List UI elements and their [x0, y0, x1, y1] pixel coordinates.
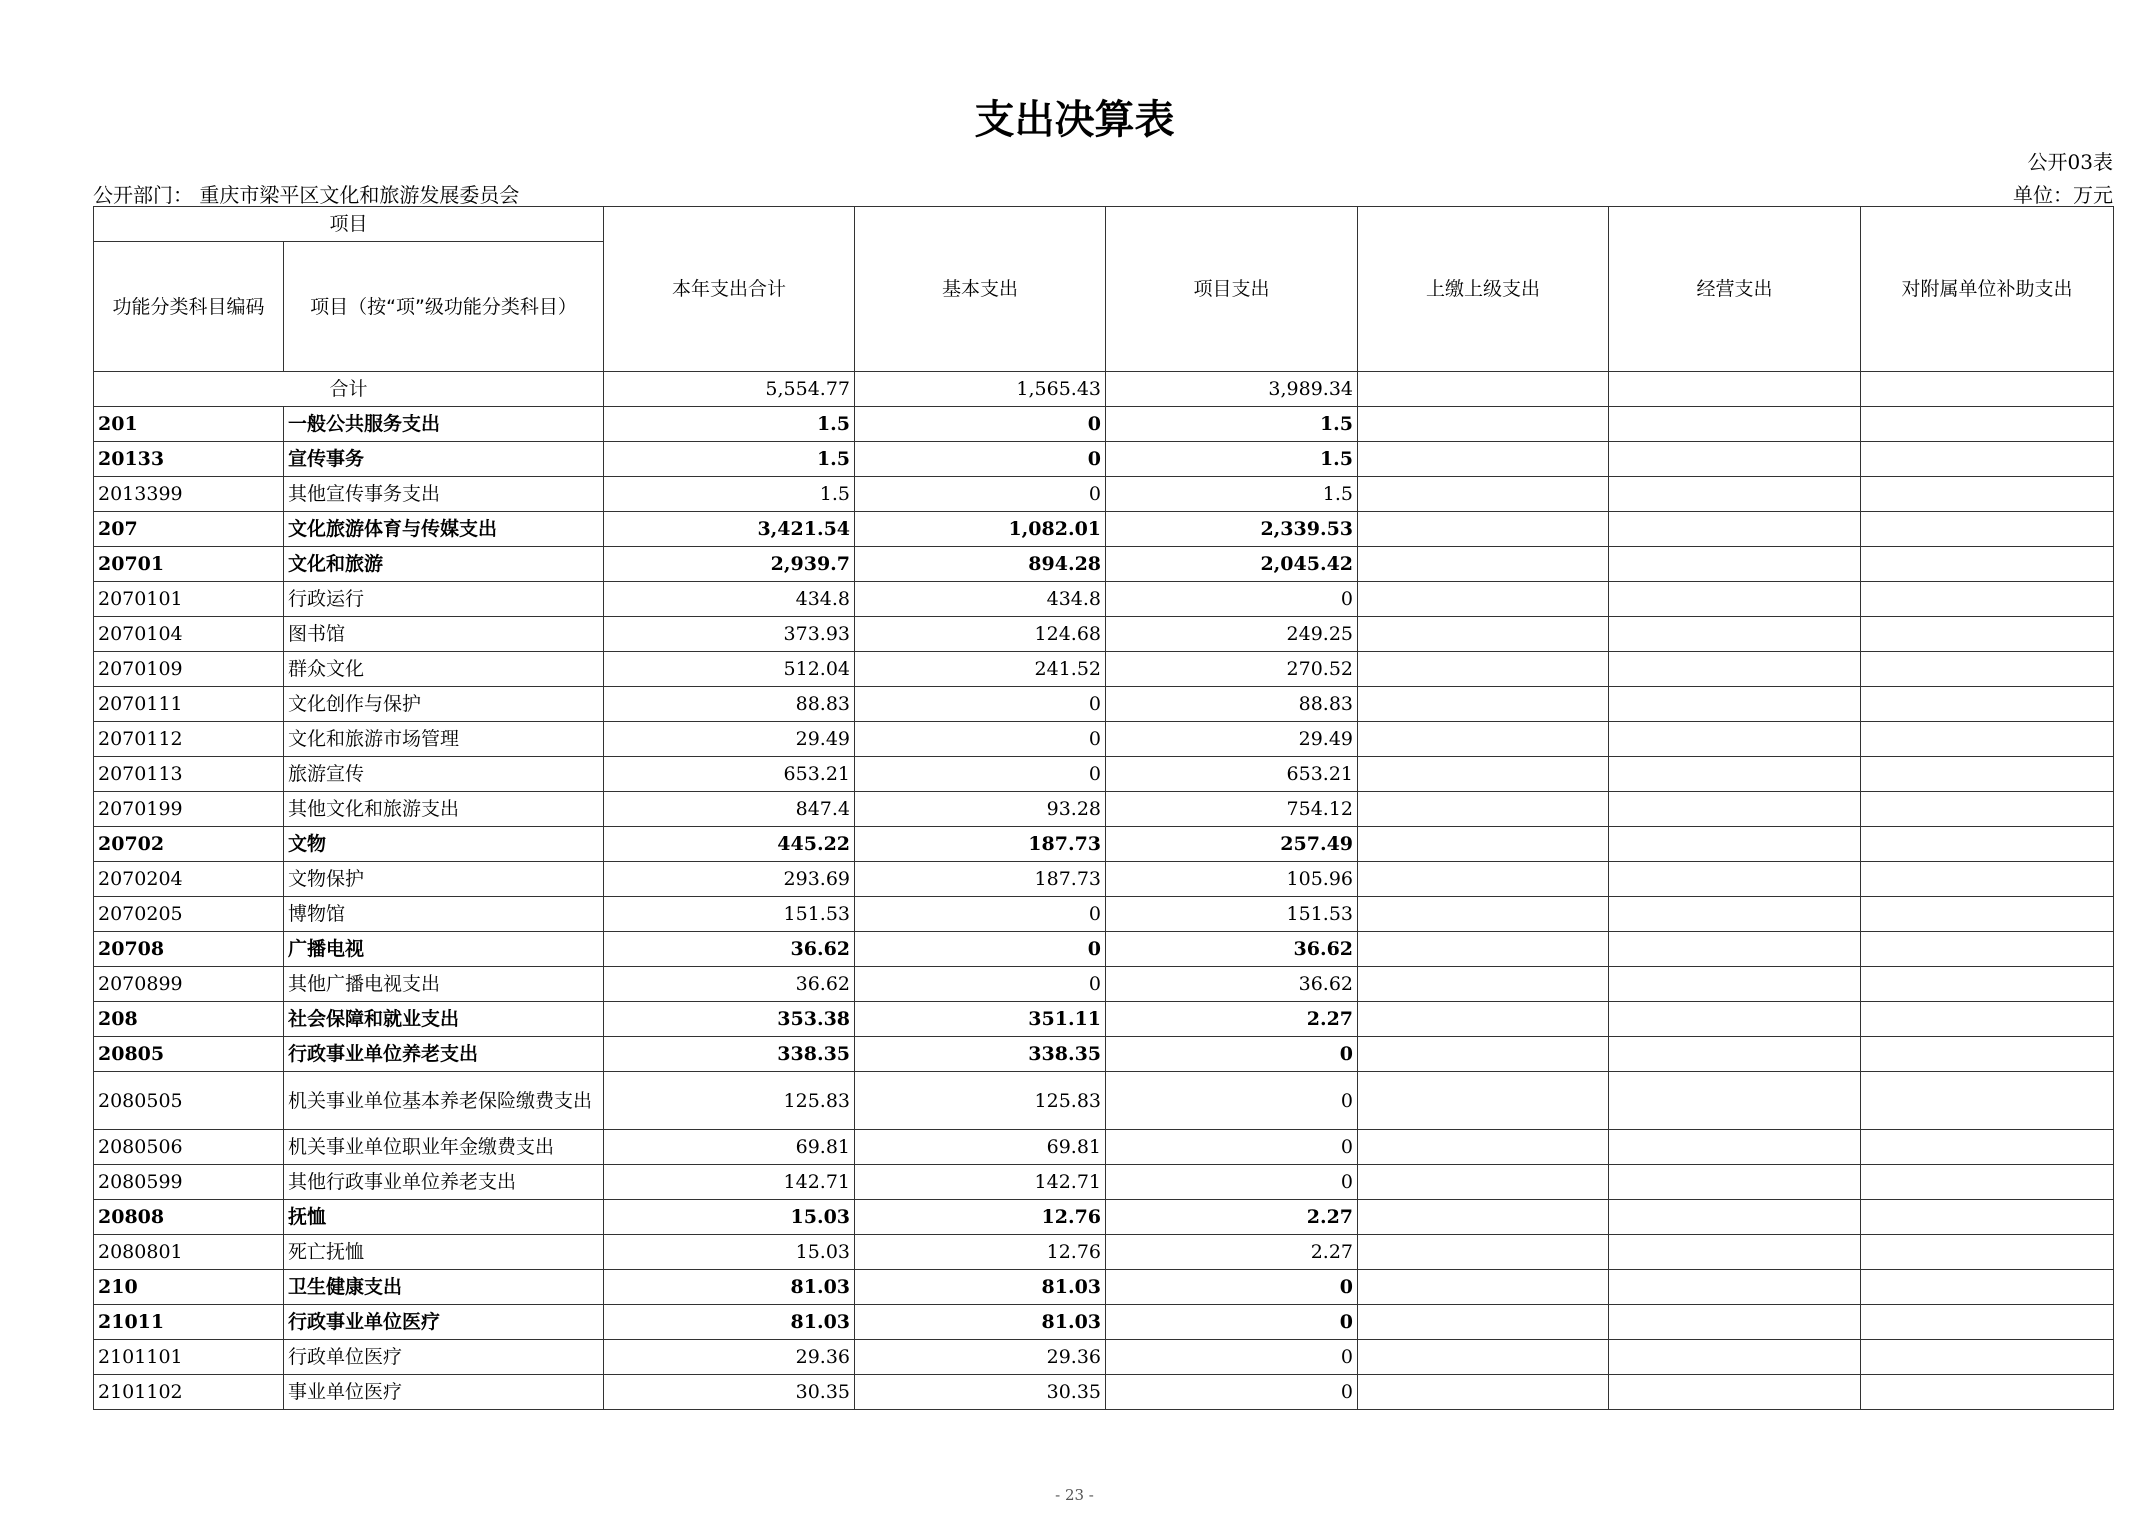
table-row	[94, 617, 2114, 652]
row-upper	[1358, 862, 1609, 897]
row-name: 机关事业单位基本养老保险缴费支出	[284, 1072, 604, 1130]
row-code: 2070111	[94, 687, 284, 722]
row-total: 1.5	[604, 442, 855, 477]
row-subsidiary	[1861, 582, 2114, 617]
row-basic: 93.28	[855, 792, 1106, 827]
row-name: 死亡抚恤	[284, 1235, 604, 1270]
table-row	[94, 652, 2114, 687]
row-code: 2070199	[94, 792, 284, 827]
row-total: 653.21	[604, 757, 855, 792]
row-basic: 12.76	[855, 1235, 1106, 1270]
row-name: 卫生健康支出	[284, 1270, 604, 1305]
row-name: 抚恤	[284, 1200, 604, 1235]
row-basic: 0	[855, 687, 1106, 722]
row-code: 210	[94, 1270, 284, 1305]
table-row	[94, 1037, 2114, 1072]
row-project: 2,045.42	[1106, 547, 1358, 582]
row-basic: 0	[855, 477, 1106, 512]
row-upper	[1358, 967, 1609, 1002]
row-project: 2,339.53	[1106, 512, 1358, 547]
row-name: 文化旅游体育与传媒支出	[284, 512, 604, 547]
row-name: 文物保护	[284, 862, 604, 897]
row-upper	[1358, 652, 1609, 687]
row-code: 2070112	[94, 722, 284, 757]
row-code: 2070205	[94, 897, 284, 932]
row-subsidiary	[1861, 547, 2114, 582]
row-code: 2070104	[94, 617, 284, 652]
row-name: 行政事业单位医疗	[284, 1305, 604, 1340]
table-row	[94, 1200, 2114, 1235]
row-business	[1609, 967, 1861, 1002]
row-business	[1609, 407, 1861, 442]
row-total: 81.03	[604, 1270, 855, 1305]
row-basic: 187.73	[855, 862, 1106, 897]
row-project: 29.49	[1106, 722, 1358, 757]
total-amount: 5,554.77	[604, 372, 855, 407]
header-basic: 基本支出	[855, 207, 1106, 372]
row-total: 2,939.7	[604, 547, 855, 582]
row-total: 15.03	[604, 1200, 855, 1235]
header-item-group: 项目	[94, 207, 604, 242]
form-number: 公开03表	[2027, 150, 2113, 174]
row-subsidiary	[1861, 617, 2114, 652]
row-basic: 0	[855, 757, 1106, 792]
row-upper	[1358, 1165, 1609, 1200]
row-total: 36.62	[604, 932, 855, 967]
row-code: 2070113	[94, 757, 284, 792]
row-business	[1609, 1002, 1861, 1037]
row-total: 88.83	[604, 687, 855, 722]
row-code: 20133	[94, 442, 284, 477]
row-project: 0	[1106, 1270, 1358, 1305]
row-business	[1609, 862, 1861, 897]
row-business	[1609, 932, 1861, 967]
row-basic: 0	[855, 442, 1106, 477]
table-row	[94, 582, 2114, 617]
row-code: 201	[94, 407, 284, 442]
row-project: 1.5	[1106, 407, 1358, 442]
total-subsidiary	[1861, 372, 2114, 407]
row-subsidiary	[1861, 1235, 2114, 1270]
row-total: 81.03	[604, 1305, 855, 1340]
row-subsidiary	[1861, 1305, 2114, 1340]
row-upper	[1358, 1235, 1609, 1270]
row-code: 2070101	[94, 582, 284, 617]
row-upper	[1358, 617, 1609, 652]
row-upper	[1358, 1130, 1609, 1165]
row-subsidiary	[1861, 897, 2114, 932]
row-subsidiary	[1861, 442, 2114, 477]
header-business: 经营支出	[1609, 207, 1861, 372]
row-code: 20805	[94, 1037, 284, 1072]
row-business	[1609, 897, 1861, 932]
row-subsidiary	[1861, 512, 2114, 547]
row-business	[1609, 827, 1861, 862]
row-total: 30.35	[604, 1375, 855, 1410]
table-row	[94, 757, 2114, 792]
row-project: 36.62	[1106, 932, 1358, 967]
row-project: 0	[1106, 1340, 1358, 1375]
table-row	[94, 547, 2114, 582]
table-row	[94, 1305, 2114, 1340]
row-total: 36.62	[604, 967, 855, 1002]
row-upper	[1358, 897, 1609, 932]
row-name: 博物馆	[284, 897, 604, 932]
row-project: 88.83	[1106, 687, 1358, 722]
row-project: 0	[1106, 582, 1358, 617]
row-subsidiary	[1861, 407, 2114, 442]
row-basic: 125.83	[855, 1072, 1106, 1130]
row-subsidiary	[1861, 652, 2114, 687]
row-basic: 124.68	[855, 617, 1106, 652]
table-row	[94, 442, 2114, 477]
row-name: 一般公共服务支出	[284, 407, 604, 442]
row-basic: 81.03	[855, 1305, 1106, 1340]
row-basic: 142.71	[855, 1165, 1106, 1200]
row-name: 旅游宣传	[284, 757, 604, 792]
row-subsidiary	[1861, 687, 2114, 722]
row-project: 36.62	[1106, 967, 1358, 1002]
row-subsidiary	[1861, 1270, 2114, 1305]
row-project: 249.25	[1106, 617, 1358, 652]
header-code: 功能分类科目编码	[94, 242, 284, 372]
table-row	[94, 862, 2114, 897]
row-upper	[1358, 477, 1609, 512]
row-project: 0	[1106, 1037, 1358, 1072]
row-name: 群众文化	[284, 652, 604, 687]
row-upper	[1358, 932, 1609, 967]
expenditure-table	[93, 206, 2114, 1410]
row-subsidiary	[1861, 862, 2114, 897]
row-subsidiary	[1861, 967, 2114, 1002]
row-subsidiary	[1861, 932, 2114, 967]
row-subsidiary	[1861, 722, 2114, 757]
row-upper	[1358, 1002, 1609, 1037]
row-code: 2080599	[94, 1165, 284, 1200]
row-business	[1609, 1072, 1861, 1130]
table-row	[94, 1270, 2114, 1305]
row-name: 文化和旅游	[284, 547, 604, 582]
row-code: 2070109	[94, 652, 284, 687]
row-basic: 0	[855, 407, 1106, 442]
row-business	[1609, 1130, 1861, 1165]
row-business	[1609, 1200, 1861, 1235]
row-upper	[1358, 407, 1609, 442]
row-upper	[1358, 442, 1609, 477]
row-basic: 29.36	[855, 1340, 1106, 1375]
row-business	[1609, 687, 1861, 722]
row-total: 125.83	[604, 1072, 855, 1130]
row-subsidiary	[1861, 1037, 2114, 1072]
row-name: 事业单位医疗	[284, 1375, 604, 1410]
row-basic: 338.35	[855, 1037, 1106, 1072]
row-total: 847.4	[604, 792, 855, 827]
row-project: 257.49	[1106, 827, 1358, 862]
header-project: 项目支出	[1106, 207, 1358, 372]
row-code: 2080801	[94, 1235, 284, 1270]
row-project: 0	[1106, 1130, 1358, 1165]
header-name: 项目（按“项”级功能分类科目）	[284, 242, 604, 372]
row-basic: 187.73	[855, 827, 1106, 862]
row-code: 2101102	[94, 1375, 284, 1410]
row-basic: 12.76	[855, 1200, 1106, 1235]
table-row	[94, 897, 2114, 932]
row-subsidiary	[1861, 1072, 2114, 1130]
row-code: 2070899	[94, 967, 284, 1002]
total-upper	[1358, 372, 1609, 407]
row-basic: 241.52	[855, 652, 1106, 687]
table-row	[94, 792, 2114, 827]
row-project: 151.53	[1106, 897, 1358, 932]
row-name: 宣传事务	[284, 442, 604, 477]
row-total: 338.35	[604, 1037, 855, 1072]
row-subsidiary	[1861, 1002, 2114, 1037]
row-basic: 0	[855, 897, 1106, 932]
row-name: 文化创作与保护	[284, 687, 604, 722]
row-project: 0	[1106, 1305, 1358, 1340]
row-project: 2.27	[1106, 1200, 1358, 1235]
row-name: 广播电视	[284, 932, 604, 967]
row-total: 151.53	[604, 897, 855, 932]
row-total: 445.22	[604, 827, 855, 862]
total-business	[1609, 372, 1861, 407]
row-basic: 30.35	[855, 1375, 1106, 1410]
row-upper	[1358, 687, 1609, 722]
table-row	[94, 967, 2114, 1002]
row-total: 434.8	[604, 582, 855, 617]
row-project: 0	[1106, 1165, 1358, 1200]
total-basic: 1,565.43	[855, 372, 1106, 407]
row-code: 208	[94, 1002, 284, 1037]
row-code: 20808	[94, 1200, 284, 1235]
header-total: 本年支出合计	[604, 207, 855, 372]
page-number: - 23 -	[1055, 1486, 1094, 1504]
table-row	[94, 827, 2114, 862]
row-code: 2101101	[94, 1340, 284, 1375]
row-subsidiary	[1861, 792, 2114, 827]
row-name: 其他行政事业单位养老支出	[284, 1165, 604, 1200]
row-business	[1609, 1037, 1861, 1072]
row-total: 15.03	[604, 1235, 855, 1270]
row-upper	[1358, 1375, 1609, 1410]
row-business	[1609, 722, 1861, 757]
row-total: 29.36	[604, 1340, 855, 1375]
row-basic: 0	[855, 932, 1106, 967]
row-code: 2080506	[94, 1130, 284, 1165]
row-total: 69.81	[604, 1130, 855, 1165]
row-code: 20708	[94, 932, 284, 967]
row-business	[1609, 792, 1861, 827]
row-name: 其他广播电视支出	[284, 967, 604, 1002]
row-basic: 434.8	[855, 582, 1106, 617]
row-business	[1609, 1375, 1861, 1410]
table-row	[94, 932, 2114, 967]
row-business	[1609, 1165, 1861, 1200]
row-upper	[1358, 827, 1609, 862]
row-business	[1609, 1340, 1861, 1375]
unit-label: 单位：万元	[2013, 183, 2113, 207]
row-subsidiary	[1861, 1375, 2114, 1410]
row-upper	[1358, 1270, 1609, 1305]
row-code: 207	[94, 512, 284, 547]
table-row	[94, 722, 2114, 757]
row-code: 2070204	[94, 862, 284, 897]
row-name: 文物	[284, 827, 604, 862]
row-code: 20701	[94, 547, 284, 582]
row-name: 行政单位医疗	[284, 1340, 604, 1375]
table-row	[94, 1130, 2114, 1165]
total-project: 3,989.34	[1106, 372, 1358, 407]
row-subsidiary	[1861, 1340, 2114, 1375]
row-total: 293.69	[604, 862, 855, 897]
row-code: 20702	[94, 827, 284, 862]
row-upper	[1358, 792, 1609, 827]
row-upper	[1358, 1072, 1609, 1130]
row-upper	[1358, 1305, 1609, 1340]
row-project: 1.5	[1106, 442, 1358, 477]
row-code: 2013399	[94, 477, 284, 512]
table-row	[94, 1002, 2114, 1037]
row-project: 105.96	[1106, 862, 1358, 897]
row-subsidiary	[1861, 757, 2114, 792]
row-basic: 1,082.01	[855, 512, 1106, 547]
row-subsidiary	[1861, 1165, 2114, 1200]
row-name: 图书馆	[284, 617, 604, 652]
row-project: 2.27	[1106, 1002, 1358, 1037]
row-project: 0	[1106, 1072, 1358, 1130]
row-upper	[1358, 512, 1609, 547]
row-name: 其他宣传事务支出	[284, 477, 604, 512]
row-business	[1609, 512, 1861, 547]
department-label: 公开部门： 重庆市梁平区文化和旅游发展委员会	[93, 183, 520, 207]
row-business	[1609, 1235, 1861, 1270]
row-total: 1.5	[604, 477, 855, 512]
row-upper	[1358, 582, 1609, 617]
table-row	[94, 687, 2114, 722]
row-subsidiary	[1861, 477, 2114, 512]
row-project: 0	[1106, 1375, 1358, 1410]
total-label: 合计	[94, 372, 604, 407]
row-business	[1609, 652, 1861, 687]
header-upper: 上缴上级支出	[1358, 207, 1609, 372]
table-row	[94, 1072, 2114, 1130]
row-name: 行政事业单位养老支出	[284, 1037, 604, 1072]
row-name: 文化和旅游市场管理	[284, 722, 604, 757]
row-total: 3,421.54	[604, 512, 855, 547]
row-name: 机关事业单位职业年金缴费支出	[284, 1130, 604, 1165]
row-basic: 81.03	[855, 1270, 1106, 1305]
row-upper	[1358, 1200, 1609, 1235]
row-subsidiary	[1861, 827, 2114, 862]
row-total: 29.49	[604, 722, 855, 757]
row-code: 2080505	[94, 1072, 284, 1130]
row-business	[1609, 757, 1861, 792]
row-upper	[1358, 547, 1609, 582]
row-total: 1.5	[604, 407, 855, 442]
table-row	[94, 1340, 2114, 1375]
row-subsidiary	[1861, 1130, 2114, 1165]
table-row	[94, 1375, 2114, 1410]
row-project: 653.21	[1106, 757, 1358, 792]
row-business	[1609, 442, 1861, 477]
row-total: 373.93	[604, 617, 855, 652]
row-business	[1609, 617, 1861, 652]
row-upper	[1358, 1037, 1609, 1072]
row-project: 754.12	[1106, 792, 1358, 827]
row-total: 353.38	[604, 1002, 855, 1037]
row-upper	[1358, 722, 1609, 757]
table-row	[94, 477, 2114, 512]
row-basic: 69.81	[855, 1130, 1106, 1165]
row-business	[1609, 1270, 1861, 1305]
row-upper	[1358, 757, 1609, 792]
row-project: 270.52	[1106, 652, 1358, 687]
row-project: 2.27	[1106, 1235, 1358, 1270]
row-business	[1609, 477, 1861, 512]
row-basic: 894.28	[855, 547, 1106, 582]
row-basic: 0	[855, 722, 1106, 757]
table-row	[94, 1235, 2114, 1270]
row-total: 512.04	[604, 652, 855, 687]
row-name: 行政运行	[284, 582, 604, 617]
row-name: 社会保障和就业支出	[284, 1002, 604, 1037]
row-subsidiary	[1861, 1200, 2114, 1235]
total-row	[94, 372, 2114, 407]
row-code: 21011	[94, 1305, 284, 1340]
row-total: 142.71	[604, 1165, 855, 1200]
row-basic: 351.11	[855, 1002, 1106, 1037]
row-name: 其他文化和旅游支出	[284, 792, 604, 827]
row-business	[1609, 547, 1861, 582]
row-business	[1609, 1305, 1861, 1340]
table-row	[94, 512, 2114, 547]
table-row	[94, 1165, 2114, 1200]
row-business	[1609, 582, 1861, 617]
page-title: 支出决算表	[974, 97, 1175, 143]
row-basic: 0	[855, 967, 1106, 1002]
row-upper	[1358, 1340, 1609, 1375]
table-row	[94, 407, 2114, 442]
header-subsidiary: 对附属单位补助支出	[1861, 207, 2114, 372]
row-project: 1.5	[1106, 477, 1358, 512]
